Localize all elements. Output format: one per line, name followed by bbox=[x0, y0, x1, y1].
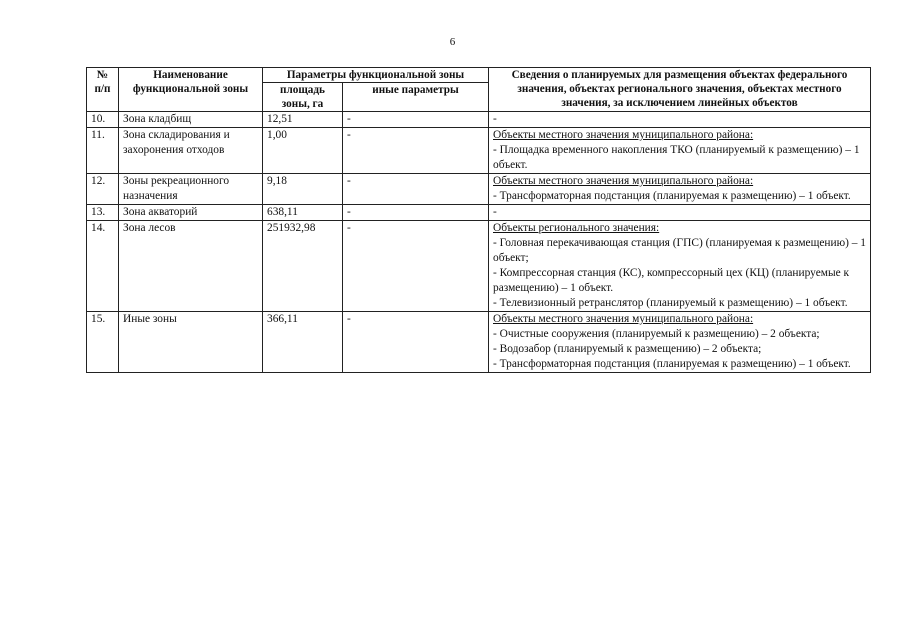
row-number: 15. bbox=[87, 312, 119, 373]
zone-area: 1,00 bbox=[263, 128, 343, 174]
table-row bbox=[87, 128, 871, 174]
planned-objects-info bbox=[489, 174, 871, 205]
table-header bbox=[87, 68, 871, 112]
zone-area: 251932,98 bbox=[263, 221, 343, 312]
table-body bbox=[87, 112, 871, 373]
header-zone-name: Наименование функциональной зоны bbox=[119, 68, 263, 112]
header-other-params: иные параметры bbox=[343, 83, 489, 112]
planned-object-item: - Трансформаторная подстанция (планируемая к размещению) – 1 объект. bbox=[493, 190, 851, 202]
planned-object-item: - bbox=[493, 206, 497, 218]
table-row bbox=[87, 312, 871, 373]
zone-other-params: - bbox=[343, 128, 489, 174]
zone-name: Зона лесов bbox=[119, 221, 263, 312]
planned-object-item: - Водозабор (планируемый к размещению) – 2 объекта; bbox=[493, 343, 762, 355]
zone-other-params: - bbox=[343, 312, 489, 373]
planned-object-item: - Трансформаторная подстанция (планируемая к размещению) – 1 объект. bbox=[493, 358, 851, 370]
zone-other-params: - bbox=[343, 174, 489, 205]
zone-name: Зона акваторий bbox=[119, 205, 263, 221]
objects-category-title: Объекты местного значения муниципального района: bbox=[493, 175, 754, 187]
header-planned-objects-info: Сведения о планируемых для размещения объектах федерального значения, объектах регионального значения, объектах местного значения, за исключением линейных объектов bbox=[489, 68, 871, 112]
zone-name: Зона складирования и захоронения отходов bbox=[119, 128, 263, 174]
functional-zones-table bbox=[86, 67, 871, 373]
planned-object-item: - bbox=[493, 113, 497, 125]
planned-object-item: - Компрессорная станция (КС), компрессорный цех (КЦ) (планируемые к размещению) – 1 объект. bbox=[493, 267, 850, 294]
zone-area: 12,51 bbox=[263, 112, 343, 128]
objects-category-title: Объекты местного значения муниципального района: bbox=[493, 313, 754, 325]
table-row bbox=[87, 174, 871, 205]
table-row bbox=[87, 221, 871, 312]
planned-object-item: - Головная перекачивающая станция (ГПС) (планируемая к размещению) – 1 объект; bbox=[493, 237, 866, 264]
planned-object-item: - Телевизионный ретранслятор (планируемый к размещению) – 1 объект. bbox=[493, 297, 848, 309]
zone-name: Зоны рекреационного назначения bbox=[119, 174, 263, 205]
planned-objects-info bbox=[489, 205, 871, 221]
header-area: площадь зоны, га bbox=[263, 83, 343, 112]
row-number: 10. bbox=[87, 112, 119, 128]
page-number: 6 bbox=[449, 36, 456, 48]
zone-other-params: - bbox=[343, 221, 489, 312]
table-row bbox=[87, 205, 871, 221]
table-row bbox=[87, 112, 871, 128]
zone-name: Зона кладбищ bbox=[119, 112, 263, 128]
header-num: № п/п bbox=[87, 68, 119, 112]
zone-name: Иные зоны bbox=[119, 312, 263, 373]
row-number: 11. bbox=[87, 128, 119, 174]
zone-area: 366,11 bbox=[263, 312, 343, 373]
objects-category-title: Объекты местного значения муниципального района: bbox=[493, 129, 754, 141]
row-number: 14. bbox=[87, 221, 119, 312]
objects-category-title: Объекты регионального значения: bbox=[493, 222, 660, 234]
planned-objects-info bbox=[489, 128, 871, 174]
zone-other-params: - bbox=[343, 205, 489, 221]
planned-object-item: - Очистные сооружения (планируемый к размещению) – 2 объекта; bbox=[493, 328, 820, 340]
row-number: 13. bbox=[87, 205, 119, 221]
zone-area: 638,11 bbox=[263, 205, 343, 221]
planned-objects-info bbox=[489, 112, 871, 128]
row-number: 12. bbox=[87, 174, 119, 205]
planned-objects-info bbox=[489, 312, 871, 373]
planned-objects-info bbox=[489, 221, 871, 312]
header-params-group: Параметры функциональной зоны bbox=[263, 68, 489, 83]
zone-other-params: - bbox=[343, 112, 489, 128]
planned-object-item: - Площадка временного накопления ТКО (планируемый к размещению) – 1 объект. bbox=[493, 144, 860, 171]
zone-area: 9,18 bbox=[263, 174, 343, 205]
